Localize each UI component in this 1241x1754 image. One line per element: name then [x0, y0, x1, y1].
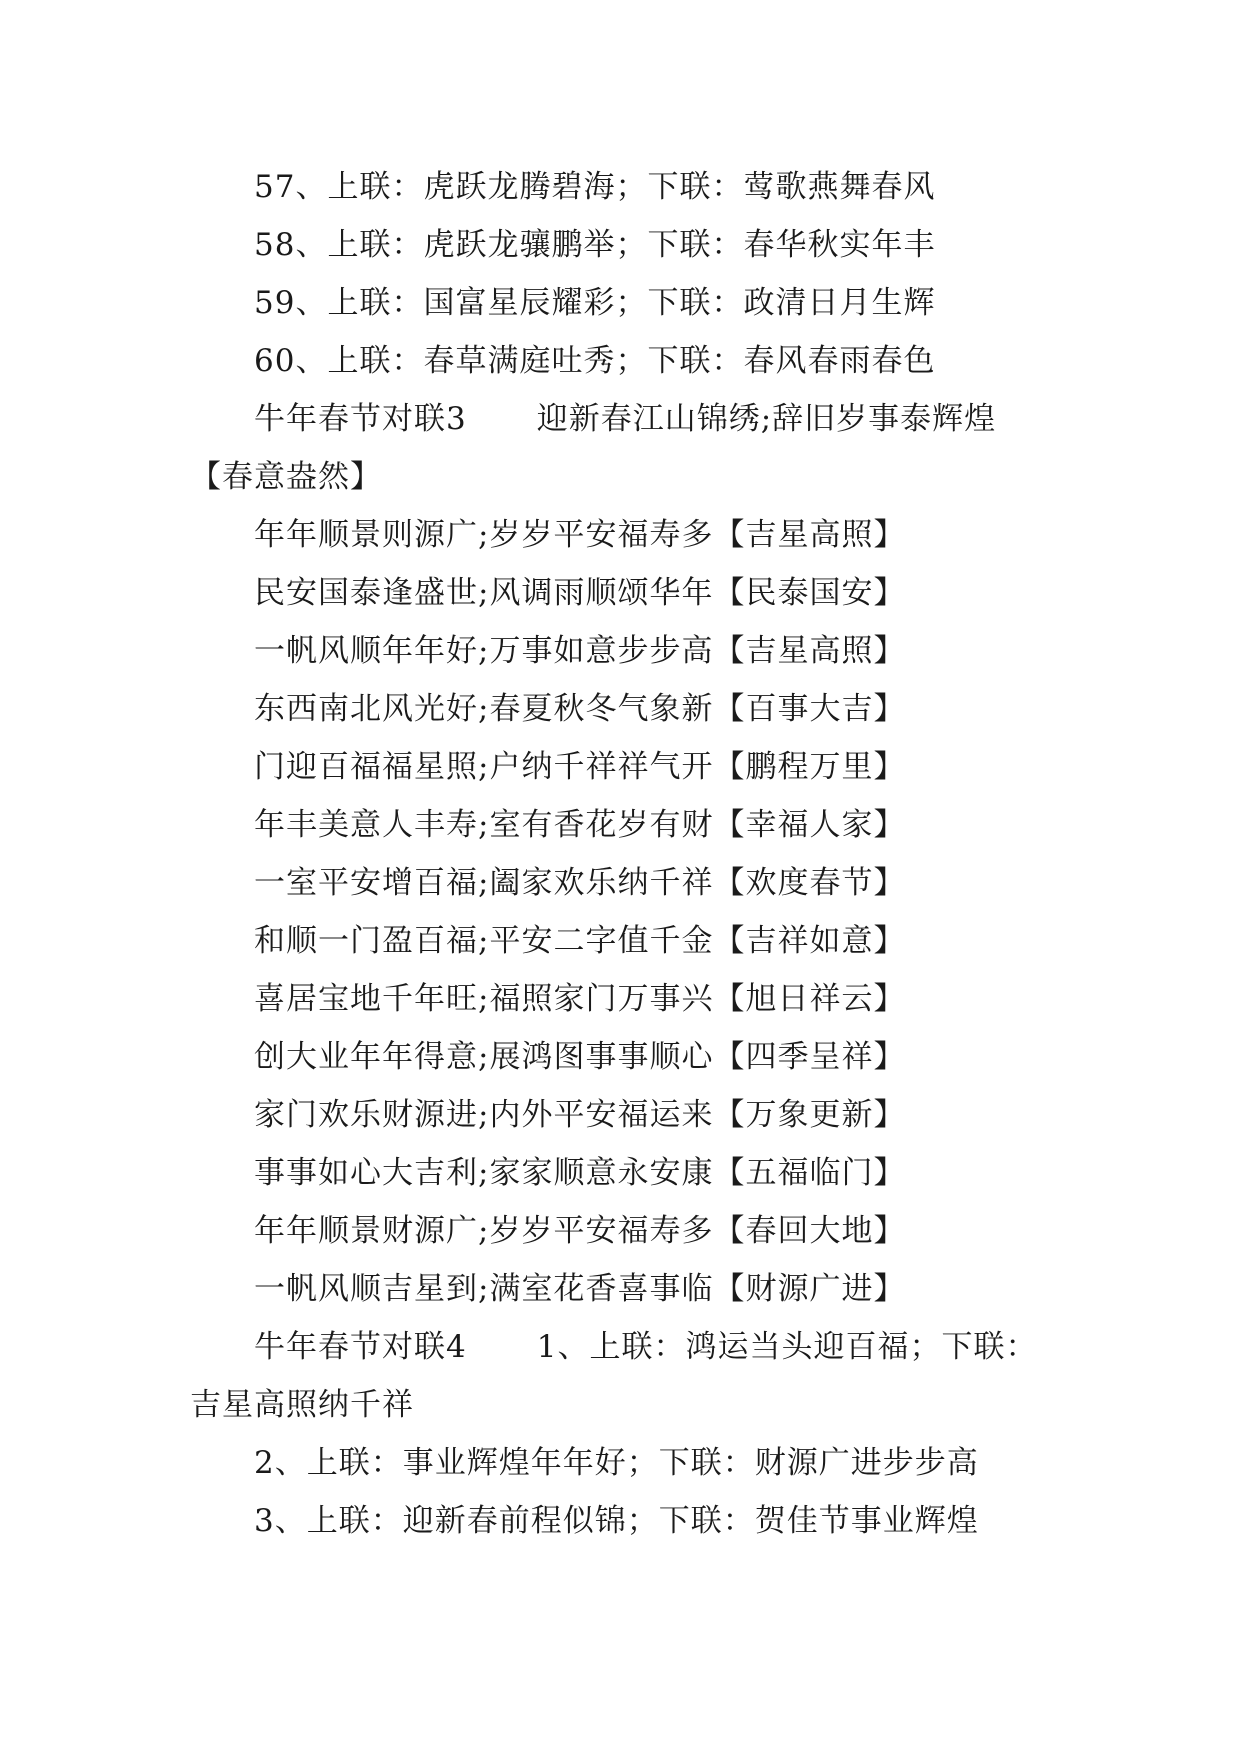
couplet-line: 家门欢乐财源进;内外平安福运来【万象更新】	[254, 1097, 906, 1133]
section-heading-line	[190, 390, 1070, 448]
couplet-line: 和顺一门盈百福;平安二字值千金【吉祥如意】	[254, 923, 906, 959]
couplet-line: 3、上联：迎新春前程似锦；下联：贺佳节事业辉煌	[254, 1503, 979, 1539]
couplet-line: 2、上联：事业辉煌年年好；下联：财源广进步步高	[254, 1445, 979, 1481]
couplet-line: 民安国泰逢盛世;风调雨顺颂华年【民泰国安】	[254, 575, 906, 611]
couplet-line: 【春意盎然】	[190, 459, 382, 495]
couplet-line: 东西南北风光好;春夏秋冬气象新【百事大吉】	[254, 691, 906, 727]
section-heading: 牛年春节对联4	[254, 1329, 467, 1365]
couplet-line: 创大业年年得意;展鸿图事事顺心【四季呈祥】	[254, 1039, 906, 1075]
couplet-line: 60、上联：春草满庭吐秀；下联：春风春雨春色	[254, 343, 936, 379]
couplet-line: 59、上联：国富星辰耀彩；下联：政清日月生辉	[254, 285, 936, 321]
couplet-text: 迎新春江山锦绣;辞旧岁事泰辉煌	[536, 401, 997, 437]
couplet-line: 吉星高照纳千祥	[190, 1387, 414, 1423]
couplet-line: 年年顺景财源广;岁岁平安福寿多【春回大地】	[254, 1213, 906, 1249]
couplet-line: 事事如心大吉利;家家顺意永安康【五福临门】	[254, 1155, 906, 1191]
couplet-text-body	[190, 158, 1070, 1550]
couplet-line: 喜居宝地千年旺;福照家门万事兴【旭日祥云】	[254, 981, 906, 1017]
section-heading-line	[190, 1318, 1070, 1376]
couplet-text: 1、上联：鸿运当头迎百福；下联：	[536, 1329, 1038, 1365]
couplet-line: 年丰美意人丰寿;室有香花岁有财【幸福人家】	[254, 807, 906, 843]
couplet-line: 58、上联：虎跃龙骧鹏举；下联：春华秋实年丰	[254, 227, 936, 263]
couplet-line: 门迎百福福星照;户纳千祥祥气开【鹏程万里】	[254, 749, 906, 785]
couplet-line: 年年顺景则源广;岁岁平安福寿多【吉星高照】	[254, 517, 906, 553]
couplet-line: 一帆风顺年年好;万事如意步步高【吉星高照】	[254, 633, 906, 669]
couplet-line: 一帆风顺吉星到;满室花香喜事临【财源广进】	[254, 1271, 906, 1307]
section-heading: 牛年春节对联3	[254, 401, 467, 437]
couplet-line: 57、上联：虎跃龙腾碧海；下联：莺歌燕舞春风	[254, 169, 936, 205]
couplet-line: 一室平安增百福;阖家欢乐纳千祥【欢度春节】	[254, 865, 906, 901]
